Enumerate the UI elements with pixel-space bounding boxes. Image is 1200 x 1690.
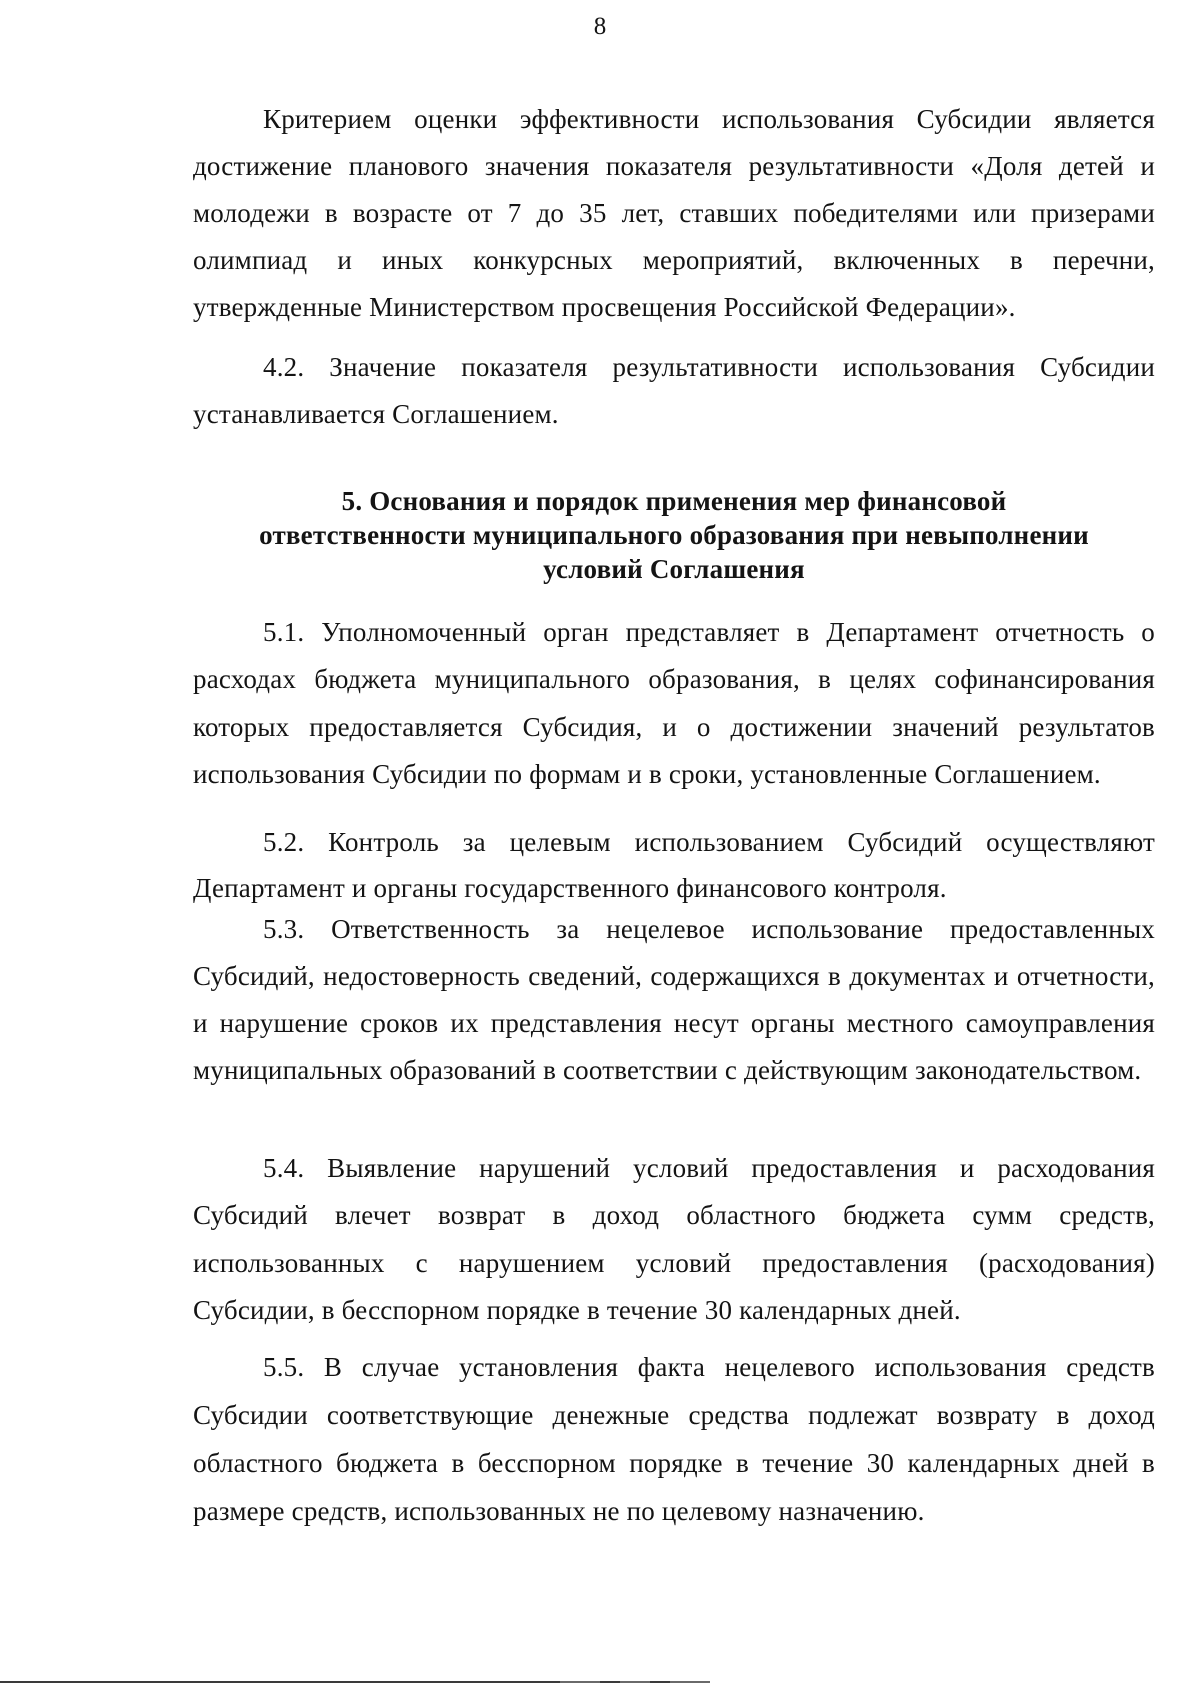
paragraph-5-3: 5.3. Ответственность за нецелевое использование предоставленных Субсидий, недостоверность сведений, содержащихся в документах и отчетности, и нарушение сроков их представления несут органы местного самоуправления муниципальных образований в соответствии с действующим законодательством. bbox=[193, 914, 1155, 1085]
page-number: 8 bbox=[593, 13, 607, 40]
paragraph-efficiency-criterion: Критерием оценки эффективности использования Субсидии является достижение планового значения показателя результативности «Доля детей и молодежи в возрасте от 7 до 35 лет, ставших победителями или призерами олимпиад и иных конкурсных мероприятий, включенных в перечни, утвержденные Министерством просвещения Российской Федерации». bbox=[193, 104, 1155, 322]
scan-edge-mark bbox=[620, 1681, 650, 1683]
section-heading-line-1: 5. Основания и порядок применения мер финансовой bbox=[341, 486, 1007, 516]
paragraph-4-2: 4.2. Значение показателя результативности использования Субсидии устанавливается Соглашением. bbox=[193, 352, 1155, 429]
scan-edge-mark bbox=[560, 1681, 600, 1683]
section-heading-line-2: ответственности муниципального образования при невыполнении bbox=[259, 520, 1089, 550]
paragraph-5-1: 5.1. Уполномоченный орган представляет в Департамент отчетность о расходах бюджета муниципального образования, в целях софинансирования которых предоставляется Субсидия, и о достижении значений результатов использования Субсидии по формам и в сроки, установленные Соглашением. bbox=[193, 617, 1155, 789]
paragraph-5-2: 5.2. Контроль за целевым использованием Субсидий осуществляют Департамент и органы государственного финансового контроля. bbox=[193, 827, 1155, 903]
paragraph-5-4: 5.4. Выявление нарушений условий предоставления и расходования Субсидий влечет возврат в доход областного бюджета сумм средств, использованных с нарушением условий предоставления (расходования) Субсидии, в бесспорном порядке в течение 30 календарных дней. bbox=[193, 1153, 1155, 1325]
scan-edge-mark bbox=[670, 1681, 710, 1683]
section-heading-line-3: условий Соглашения bbox=[543, 554, 805, 584]
section-heading bbox=[193, 484, 1155, 586]
paragraph-5-5: 5.5. В случае установления факта нецелевого использования средств Субсидии соответствующие денежные средства подлежат возврату в доход областного бюджета в бесспорном порядке в течение 30 календарных дней в размере средств, использованных не по целевому назначению. bbox=[193, 1352, 1155, 1526]
